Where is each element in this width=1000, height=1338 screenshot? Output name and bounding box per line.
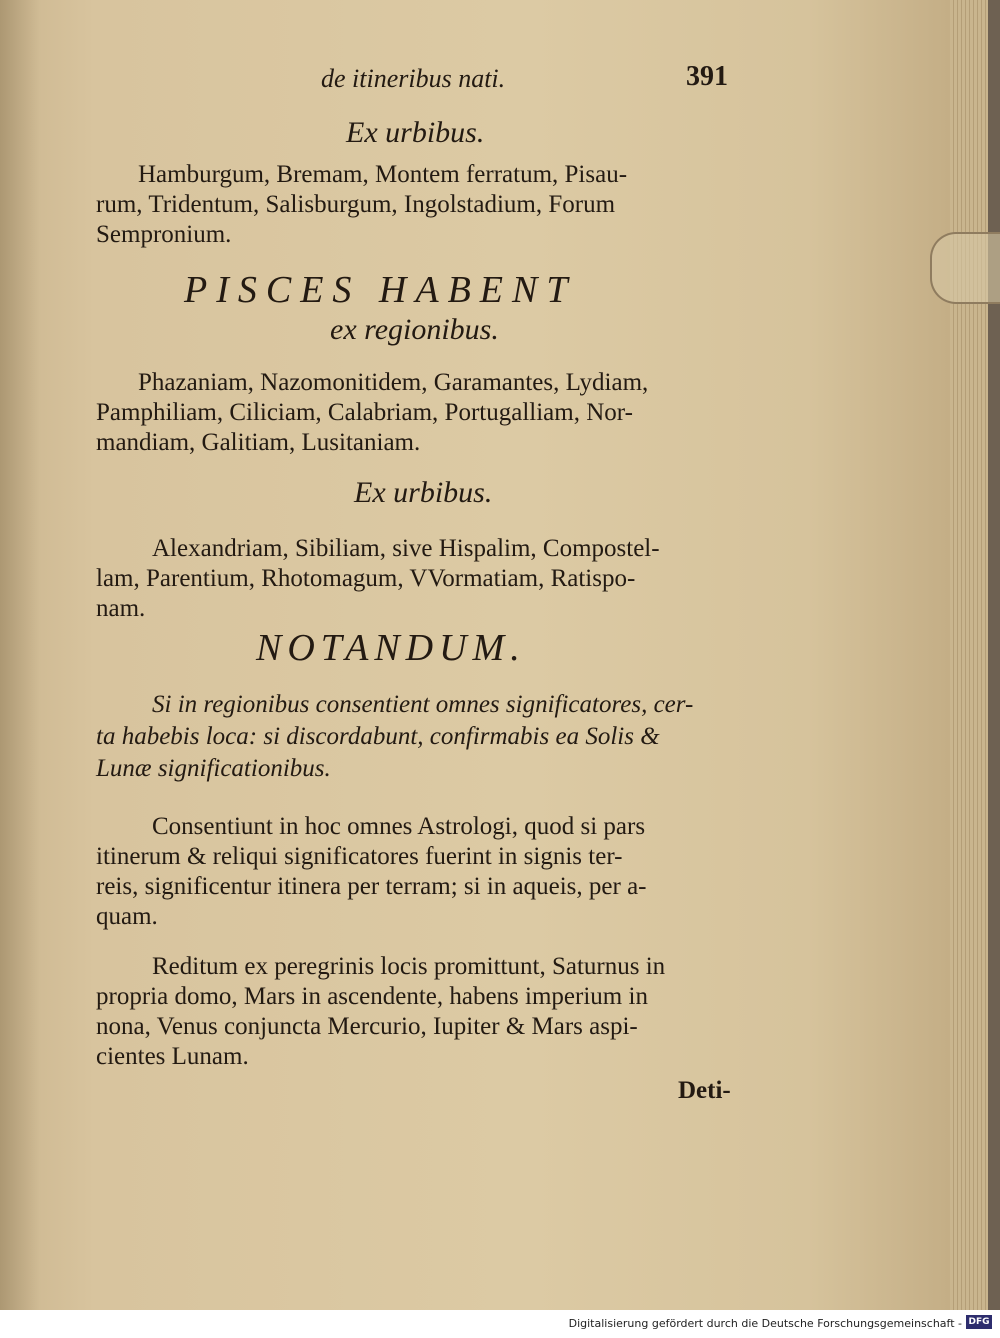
digitization-footer <box>0 1310 1000 1338</box>
dfg-logo: DFG <box>966 1315 992 1329</box>
ex-urbibus-heading-1: Ex urbibus. <box>346 116 485 149</box>
text-line: Reditum ex peregrinis locis promittunt, Saturnus in <box>152 953 666 980</box>
text-line: nona, Venus conjuncta Mercurio, Iupiter & Mars aspi- <box>96 1013 638 1040</box>
page-tab-marker <box>930 232 1000 304</box>
italic-line: Si in regionibus consentient omnes significatores, cer- <box>152 691 694 718</box>
text-line: Pamphiliam, Ciliciam, Calabriam, Portugalliam, Nor- <box>96 399 633 426</box>
ex-regionibus-subheading: ex regionibus. <box>330 313 499 346</box>
italic-line: ta habebis loca: si discordabunt, confirmabis ea Solis & <box>96 723 660 750</box>
text-line: nam. <box>96 595 146 622</box>
italic-line: Lunæ significationibus. <box>96 755 331 782</box>
text-line: propria domo, Mars in ascendente, habens imperium in <box>96 983 648 1010</box>
notandum-heading: NOTANDUM. <box>256 627 526 669</box>
text-line: Consentiunt in hoc omnes Astrologi, quod si pars <box>152 813 646 840</box>
text-line: itinerum & reliqui significatores fuerint in signis ter- <box>96 843 623 870</box>
text-line: reis, significentur itinera per terram; si in aqueis, per a- <box>96 873 647 900</box>
text-line: rum, Tridentum, Salisburgum, Ingolstadium, Forum <box>96 191 616 218</box>
ex-urbibus-heading-2: Ex urbibus. <box>354 476 493 509</box>
text-line: Phazaniam, Nazomonitidem, Garamantes, Lydiam, <box>138 369 649 396</box>
book-edge-shadow <box>988 0 1000 1310</box>
text-line: mandiam, Galitiam, Lusitaniam. <box>96 429 421 456</box>
pisces-habent-heading: PISCES HABENT <box>184 269 577 311</box>
text-line: lam, Parentium, Rhotomagum, VVormatiam, Ratispo- <box>96 565 636 592</box>
gutter-shadow <box>0 0 40 1310</box>
text-line: quam. <box>96 903 158 930</box>
text-line: Sempronium. <box>96 221 232 248</box>
running-title: de itineribus nati. <box>321 64 506 93</box>
page-number: 391 <box>686 61 728 92</box>
footer-credit: Digitalisierung gefördert durch die Deutsche Forschungsgemeinschaft - <box>568 1317 962 1330</box>
text-line: Alexandriam, Sibiliam, sive Hispalim, Compostel- <box>152 535 660 562</box>
text-line: cientes Lunam. <box>96 1043 249 1070</box>
catchword: Deti- <box>678 1077 731 1104</box>
text-line: Hamburgum, Bremam, Montem ferratum, Pisau- <box>138 161 628 188</box>
